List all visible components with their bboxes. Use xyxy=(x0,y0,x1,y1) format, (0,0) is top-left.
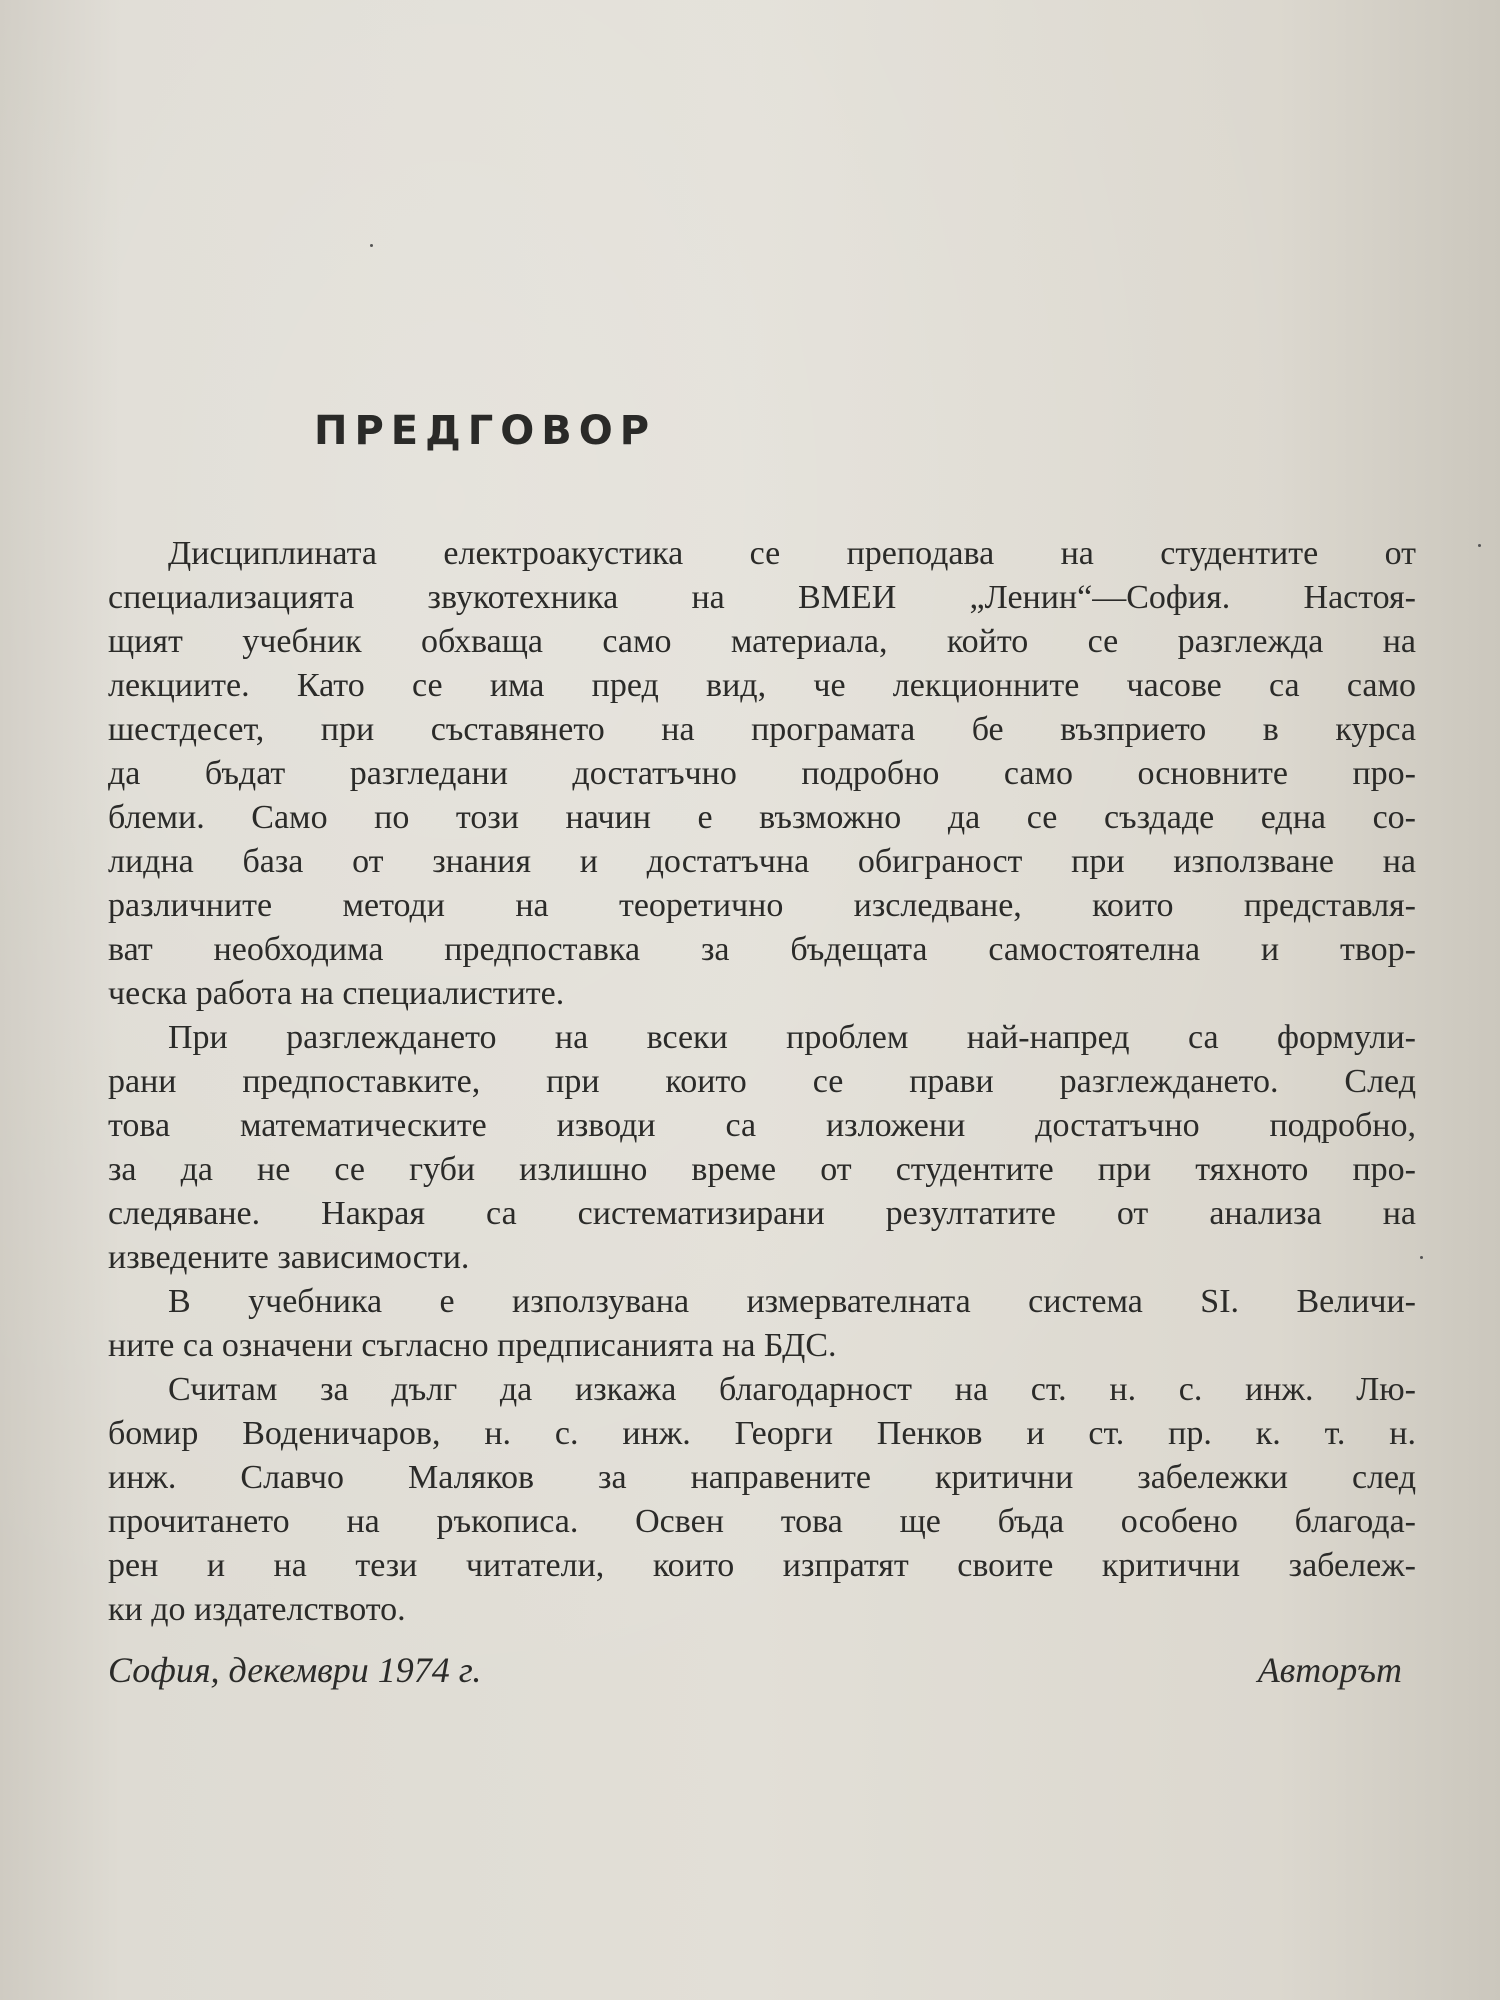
text-line: това математическите изводи са изложени достатъчно подробно, xyxy=(108,1107,1416,1144)
paper-speck xyxy=(1478,544,1481,547)
text-line: лидна база от знания и достатъчна обиграност при използване на xyxy=(108,843,1416,880)
page-title: ПРЕДГОВОР xyxy=(314,408,657,454)
paragraph-1 xyxy=(108,532,1416,1016)
text-line: изведените зависимости. xyxy=(108,1239,470,1276)
text-line: ки до издателството. xyxy=(108,1591,406,1628)
text-line: различните методи на теоретично изследване, които представля- xyxy=(108,887,1416,924)
paper-speck xyxy=(370,244,373,247)
text-line: да бъдат разгледани достатъчно подробно само основните про- xyxy=(108,755,1416,792)
text-line: бомир Воденичаров, н. с. инж. Георги Пенков и ст. пр. к. т. н. xyxy=(108,1415,1416,1452)
text-line: прочитането на ръкописа. Освен това ще бъда особено благода- xyxy=(108,1503,1416,1540)
signature-footer xyxy=(108,1648,1402,1692)
text-line: шестдесет, при съставянето на програмата бе възприето в курса xyxy=(108,711,1416,748)
paragraph-3 xyxy=(108,1280,1416,1368)
author-signature: Авторът xyxy=(1257,1650,1402,1690)
text-line: специализацията звукотехника на ВМЕИ „Ленин“—София. Настоя- xyxy=(108,579,1416,616)
text-line: Дисциплината електроакустика се преподава на студентите от xyxy=(168,535,1416,572)
text-line: ват необходима предпоставка за бъдещата самостоятелна и твор- xyxy=(108,931,1416,968)
text-line: инж. Славчо Маляков за направените критични забележки след xyxy=(108,1459,1416,1496)
text-line: рен и на тези читатели, които изпратят своите критични забележ- xyxy=(108,1547,1416,1584)
text-line: блеми. Само по този начин е възможно да се създаде една со- xyxy=(108,799,1416,836)
text-line: В учебника е използувана измервателната система SI. Величи- xyxy=(168,1283,1416,1320)
paragraph-4 xyxy=(108,1368,1416,1632)
paper-speck xyxy=(1420,1256,1423,1259)
preface-body xyxy=(108,532,1416,1632)
text-line: следяване. Накрая са систематизирани резултатите от анализа на xyxy=(108,1195,1416,1232)
place-and-date: София, декември 1974 г. xyxy=(108,1650,482,1690)
text-line: лекциите. Като се има пред вид, че лекционните часове са само xyxy=(108,667,1416,704)
text-line: щият учебник обхваща само материала, който се разглежда на xyxy=(108,623,1416,660)
text-line: ческа работа на специалистите. xyxy=(108,975,565,1012)
text-line: При разглеждането на всеки проблем най-напред са формули- xyxy=(168,1019,1416,1056)
text-line: рани предпоставките, при които се прави разглеждането. След xyxy=(108,1063,1416,1100)
text-line: ните са означени съгласно предписанията на БДС. xyxy=(108,1327,837,1364)
text-line: Считам за дълг да изкажа благодарност на ст. н. с. инж. Лю- xyxy=(168,1371,1416,1408)
paragraph-2 xyxy=(108,1016,1416,1280)
text-line: за да не се губи излишно време от студентите при тяхното про- xyxy=(108,1151,1416,1188)
